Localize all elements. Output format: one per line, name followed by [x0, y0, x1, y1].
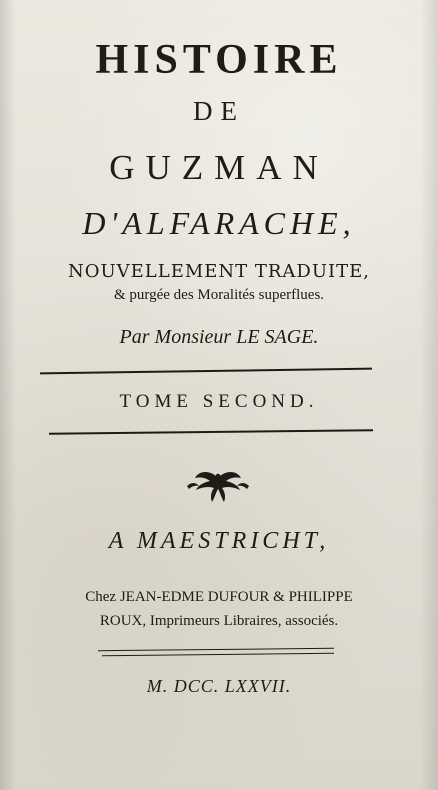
subtitle-line-1: NOUVELLEMENT TRADUITE,	[67, 261, 371, 282]
publication-date: M. DCC. LXXVII.	[146, 676, 292, 696]
publisher-line-1: Chez JEAN-EDME DUFOUR & PHILIPPE	[85, 589, 353, 605]
volume-label: TOME SECOND.	[119, 391, 319, 412]
title-line-1: HISTOIRE	[95, 37, 343, 83]
title-line-4: D'ALFARACHE,	[82, 205, 356, 241]
subtitle-line-2: & purgée des Moralités superflues.	[113, 287, 325, 303]
title-line-2: DE	[193, 96, 245, 126]
author-line: Par Monsieur LE SAGE.	[119, 326, 319, 348]
top-rule	[40, 368, 372, 375]
title-line-3: GUZMAN	[109, 148, 329, 187]
imprint-place: A MAESTRICHT,	[108, 528, 330, 554]
imprint-rule-top	[98, 648, 334, 651]
publisher-line-2: ROUX, Imprimeurs Libraires, associés.	[99, 613, 339, 629]
fleuron-ornament	[181, 468, 255, 504]
bottom-rule	[49, 429, 373, 434]
imprint-rule-bottom	[102, 653, 334, 656]
